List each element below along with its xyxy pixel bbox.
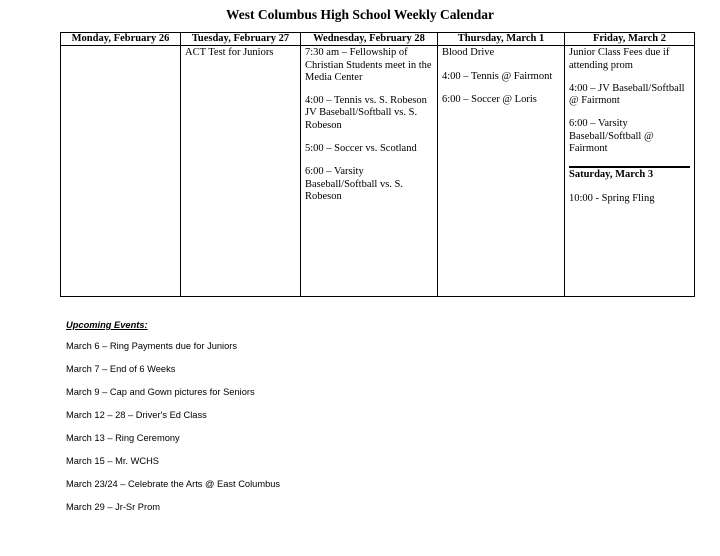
calendar-header-row bbox=[61, 33, 695, 46]
upcoming-event-item: March 15 – Mr. WCHS bbox=[66, 456, 159, 466]
upcoming-event-item: March 7 – End of 6 Weeks bbox=[66, 364, 176, 374]
day-header-wednesday: Wednesday, February 28 bbox=[301, 33, 438, 46]
event-item: 6:00 – Varsity Baseball/Softball @ Fairmont bbox=[569, 118, 654, 154]
upcoming-event-item: March 23/24 – Celebrate the Arts @ East Columbus bbox=[66, 479, 281, 489]
event-item: 4:00 – Tennis vs. S. Robeson JV Baseball/Softball vs. S. Robeson bbox=[305, 95, 427, 131]
day-cell-monday bbox=[61, 46, 181, 297]
day-cell-friday bbox=[565, 46, 695, 297]
event-item: 7:30 am – Fellowship of Christian Students meet in the Media Center bbox=[305, 47, 432, 83]
weekly-calendar-table bbox=[60, 32, 695, 297]
upcoming-events-heading: Upcoming Events: bbox=[66, 320, 148, 330]
day-cell-thursday bbox=[438, 46, 565, 297]
calendar-title: West Columbus High School Weekly Calendar bbox=[226, 7, 494, 22]
calendar-body-row bbox=[61, 46, 695, 297]
event-item: ACT Test for Juniors bbox=[185, 47, 274, 59]
day-header-tuesday: Tuesday, February 27 bbox=[181, 33, 301, 46]
event-item: 6:00 – Varsity Baseball/Softball vs. S. Robeson bbox=[305, 166, 403, 202]
day-header-monday: Monday, February 26 bbox=[61, 33, 181, 46]
upcoming-event-item: March 12 – 28 – Driver's Ed Class bbox=[66, 410, 207, 420]
event-item: Blood Drive bbox=[442, 47, 495, 59]
day-header-friday: Friday, March 2 bbox=[565, 33, 695, 46]
upcoming-event-item: March 6 – Ring Payments due for Juniors bbox=[66, 341, 238, 351]
upcoming-event-item: March 9 – Cap and Gown pictures for Seniors bbox=[66, 387, 255, 397]
event-item: Junior Class Fees due if attending prom bbox=[569, 47, 670, 71]
event-item: 6:00 – Soccer @ Loris bbox=[442, 93, 537, 105]
day-cell-wednesday bbox=[301, 46, 438, 297]
event-item: 10:00 - Spring Fling bbox=[569, 192, 655, 204]
event-item: 5:00 – Soccer vs. Scotland bbox=[305, 142, 417, 154]
event-item: 4:00 – JV Baseball/Softball @ Fairmont bbox=[569, 82, 685, 107]
upcoming-events bbox=[66, 320, 280, 524]
event-item: 4:00 – Tennis @ Fairmont bbox=[442, 70, 553, 82]
upcoming-event-item: March 13 – Ring Ceremony bbox=[66, 433, 180, 443]
day-header-thursday: Thursday, March 1 bbox=[438, 33, 565, 46]
day-header-saturday: Saturday, March 3 bbox=[569, 166, 690, 181]
day-cell-tuesday bbox=[181, 46, 301, 297]
upcoming-event-item: March 29 – Jr-Sr Prom bbox=[66, 502, 161, 512]
